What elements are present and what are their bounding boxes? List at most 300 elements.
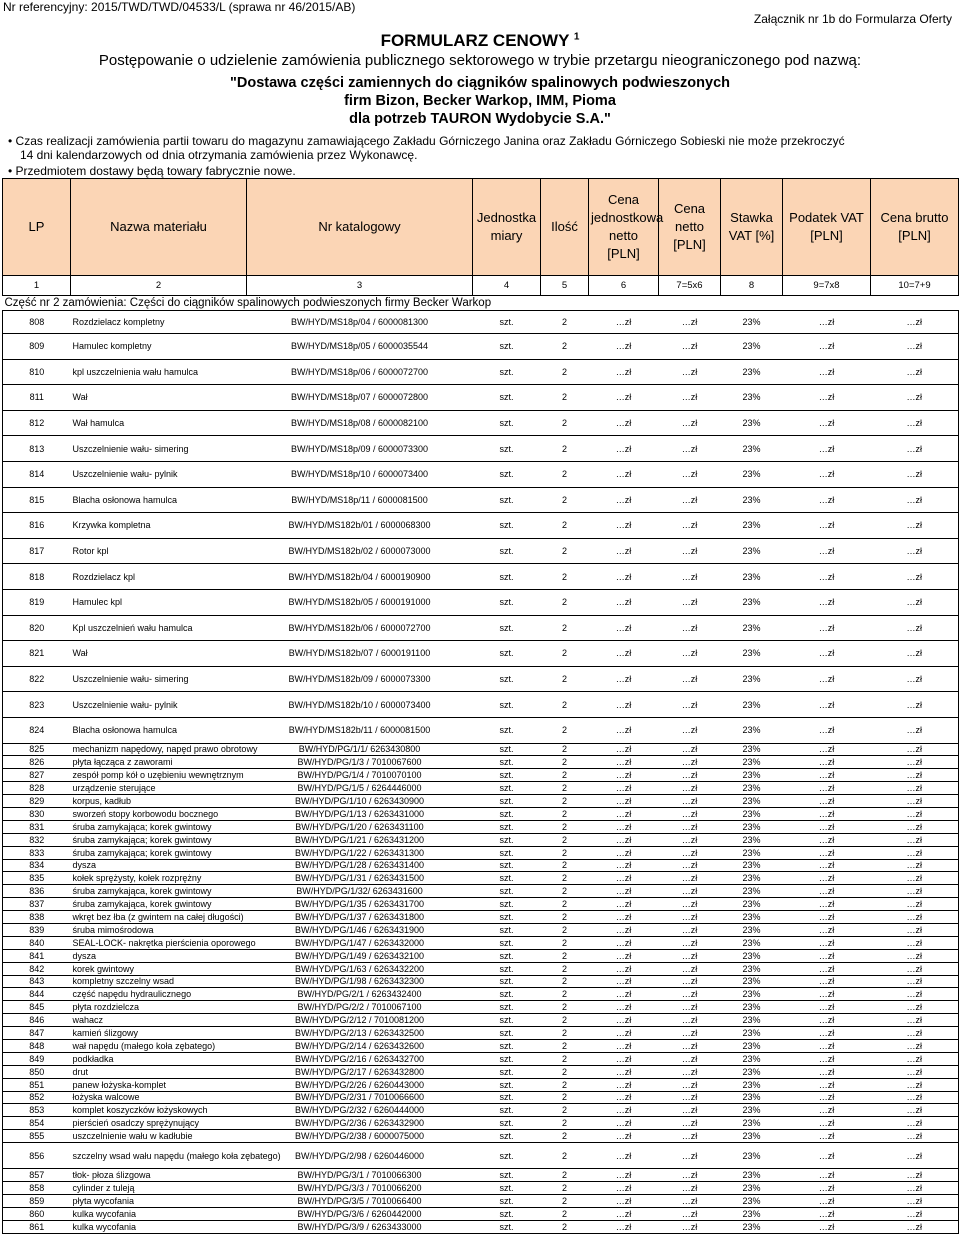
cell-vat-rate: 23%	[721, 1027, 783, 1040]
cell-unit: szt.	[473, 949, 541, 962]
cell-net-price: …zł	[659, 615, 721, 641]
cell-vat-rate: 23%	[721, 1220, 783, 1233]
cell-unit-price: …zł	[589, 846, 659, 859]
cell-net-price: …zł	[659, 1169, 721, 1182]
cell-lp: 850	[3, 1065, 71, 1078]
cell-unit-price: …zł	[589, 936, 659, 949]
cell-gross-price: …zł	[871, 975, 959, 988]
column-number: 7=5x6	[659, 276, 721, 296]
cell-net-price: …zł	[659, 911, 721, 924]
column-number-row	[3, 276, 959, 296]
cell-vat-rate: 23%	[721, 1194, 783, 1207]
cell-vat-rate: 23%	[721, 833, 783, 846]
cell-vat-rate: 23%	[721, 615, 783, 641]
cell-net-price: …zł	[659, 833, 721, 846]
cell-quantity: 2	[541, 615, 589, 641]
cell-catalog-number: BW/HYD/PG/1/31 / 6263431500	[247, 872, 473, 885]
cell-catalog-number: BW/HYD/PG/2/26 / 6260443000	[247, 1078, 473, 1091]
cell-unit-price: …zł	[589, 589, 659, 615]
cell-gross-price: …zł	[871, 782, 959, 795]
cell-material-name: cylinder z tuleją	[71, 1182, 247, 1195]
cell-lp: 856	[3, 1143, 71, 1169]
column-number: 5	[541, 276, 589, 296]
cell-quantity: 2	[541, 436, 589, 462]
cell-vat-rate: 23%	[721, 334, 783, 360]
cell-material-name: śruba zamykająca; korek gwintowy	[71, 846, 247, 859]
cell-vat-amount: …zł	[783, 949, 871, 962]
cell-net-price: …zł	[659, 1078, 721, 1091]
cell-gross-price: …zł	[871, 1065, 959, 1078]
cell-material-name: drut	[71, 1065, 247, 1078]
column-number: 9=7x8	[783, 276, 871, 296]
cell-net-price: …zł	[659, 359, 721, 385]
cell-vat-rate: 23%	[721, 756, 783, 769]
cell-vat-amount: …zł	[783, 1130, 871, 1143]
cell-vat-amount: …zł	[783, 487, 871, 513]
cell-vat-rate: 23%	[721, 359, 783, 385]
cell-lp: 857	[3, 1169, 71, 1182]
reference-number: Nr referencyjny: 2015/TWD/TWD/04533/L (sprawa nr 46/2015/AB)	[3, 0, 356, 14]
cell-net-price: …zł	[659, 923, 721, 936]
cell-material-name: SEAL-LOCK- nakrętka pierścienia oporowego	[72, 937, 256, 948]
cell-net-price: …zł	[659, 795, 721, 808]
cell-lp: 826	[3, 756, 71, 769]
cell-quantity: 2	[541, 334, 589, 360]
cell-net-price: …zł	[659, 756, 721, 769]
cell-catalog-number: BW/HYD/PG/3/9 / 6263433000	[247, 1220, 473, 1233]
cell-vat-amount: …zł	[783, 756, 871, 769]
cell-unit-price: …zł	[589, 1078, 659, 1091]
cell-material-name: płyta rozdzielcza	[71, 1001, 247, 1014]
cell-gross-price: …zł	[871, 923, 959, 936]
cell-unit-price: …zł	[589, 820, 659, 833]
table-row	[3, 1027, 959, 1040]
cell-catalog-number: BW/HYD/PG/2/14 / 6263432600	[247, 1039, 473, 1052]
cell-catalog-number: BW/HYD/PG/1/1/ 6263430800	[247, 743, 473, 756]
cell-catalog-number: BW/HYD/PG/3/5 / 7010066400	[247, 1194, 473, 1207]
cell-unit: szt.	[473, 615, 541, 641]
cell-vat-rate: 23%	[721, 1207, 783, 1220]
cell-unit: szt.	[473, 1220, 541, 1233]
cell-vat-rate: 23%	[721, 988, 783, 1001]
cell-unit: szt.	[473, 487, 541, 513]
cell-quantity: 2	[541, 975, 589, 988]
cell-lp: 824	[3, 717, 71, 743]
cell-unit: szt.	[473, 334, 541, 360]
cell-catalog-number: BW/HYD/PG/1/21 / 6263431200	[247, 833, 473, 846]
cell-quantity: 2	[541, 1091, 589, 1104]
cell-material-name: korpus, kadłub	[71, 795, 247, 808]
cell-vat-rate: 23%	[721, 911, 783, 924]
cell-net-price: …zł	[659, 1091, 721, 1104]
cell-catalog-number: BW/HYD/MS182b/07 / 6000191100	[247, 641, 473, 667]
table-row	[3, 795, 959, 808]
cell-vat-amount: …zł	[783, 1039, 871, 1052]
cell-unit: szt.	[473, 1104, 541, 1117]
cell-vat-amount: …zł	[783, 743, 871, 756]
table-row	[3, 538, 959, 564]
cell-unit: szt.	[473, 692, 541, 718]
cell-catalog-number: BW/HYD/MS18p/08 / 6000082100	[247, 410, 473, 436]
cell-quantity: 2	[541, 410, 589, 436]
cell-catalog-number: BW/HYD/MS18p/11 / 6000081500	[247, 487, 473, 513]
cell-lp: 809	[3, 334, 71, 360]
cell-quantity: 2	[541, 962, 589, 975]
cell-gross-price: …zł	[871, 1001, 959, 1014]
cell-unit-price: …zł	[589, 359, 659, 385]
cell-net-price: …zł	[659, 641, 721, 667]
cell-net-price: …zł	[659, 1207, 721, 1220]
cell-quantity: 2	[541, 756, 589, 769]
cell-vat-amount: …zł	[783, 820, 871, 833]
cell-quantity: 2	[541, 1014, 589, 1027]
cell-unit: szt.	[473, 975, 541, 988]
cell-lp: 848	[3, 1039, 71, 1052]
cell-catalog-number: BW/HYD/PG/2/1 / 6263432400	[247, 988, 473, 1001]
cell-unit-price: …zł	[589, 962, 659, 975]
cell-unit: szt.	[473, 666, 541, 692]
cell-material-name: Blacha osłonowa hamulca	[71, 717, 247, 743]
cell-unit: szt.	[473, 795, 541, 808]
cell-unit-price: …zł	[589, 1169, 659, 1182]
cell-unit-price: …zł	[589, 717, 659, 743]
cell-lp: 811	[3, 385, 71, 411]
cell-unit: szt.	[473, 743, 541, 756]
cell-material-name: kulka wycofania	[71, 1220, 247, 1233]
part-row	[3, 296, 959, 311]
table-row	[3, 717, 959, 743]
cell-vat-amount: …zł	[783, 859, 871, 872]
cell-material-name: Hamulec kompletny	[71, 334, 247, 360]
table-row	[3, 923, 959, 936]
cell-vat-amount: …zł	[783, 334, 871, 360]
cell-vat-amount: …zł	[783, 436, 871, 462]
cell-vat-rate: 23%	[721, 410, 783, 436]
table-row	[3, 846, 959, 859]
table-row	[3, 564, 959, 590]
table-row	[3, 589, 959, 615]
cell-unit: szt.	[473, 807, 541, 820]
cell-unit-price: …zł	[589, 538, 659, 564]
cell-vat-rate: 23%	[721, 923, 783, 936]
cell-vat-amount: …zł	[783, 795, 871, 808]
cell-vat-amount: …zł	[783, 1169, 871, 1182]
price-table-header	[2, 178, 959, 276]
cell-catalog-number: BW/HYD/PG/1/22 / 6263431300	[247, 846, 473, 859]
table-row	[3, 334, 959, 360]
cell-net-price: …zł	[659, 666, 721, 692]
cell-unit-price: …zł	[589, 885, 659, 898]
table-row	[3, 756, 959, 769]
cell-vat-rate: 23%	[721, 1001, 783, 1014]
cell-net-price: …zł	[659, 988, 721, 1001]
cell-material-name: Kpl uszczelnień wału hamulca	[71, 615, 247, 641]
cell-catalog-number: BW/HYD/PG/3/1 / 7010066300	[247, 1169, 473, 1182]
cell-lp: 859	[3, 1194, 71, 1207]
cell-net-price: …zł	[659, 1052, 721, 1065]
cell-net-price: …zł	[659, 769, 721, 782]
cell-net-price: …zł	[659, 859, 721, 872]
cell-catalog-number: BW/HYD/PG/2/31 / 7010066600	[247, 1091, 473, 1104]
cell-material-name: zespół pomp kół o uzębieniu wewnętrznym	[71, 769, 247, 782]
cell-quantity: 2	[541, 1207, 589, 1220]
column-number: 1	[3, 276, 71, 296]
cell-quantity: 2	[541, 359, 589, 385]
cell-gross-price: …zł	[871, 885, 959, 898]
table-row	[3, 885, 959, 898]
cell-gross-price: …zł	[871, 1014, 959, 1027]
cell-material-name: pierścień osadczy sprężynujący	[71, 1117, 247, 1130]
cell-quantity: 2	[541, 666, 589, 692]
cell-vat-rate: 23%	[721, 807, 783, 820]
cell-net-price: …zł	[659, 885, 721, 898]
cell-catalog-number: BW/HYD/PG/1/28 / 6263431400	[247, 859, 473, 872]
table-row	[3, 311, 959, 334]
table-row	[3, 1143, 959, 1169]
contract-name-line-2: firm Bizon, Becker Warkop, IMM, Pioma	[344, 93, 616, 109]
table-row	[3, 1117, 959, 1130]
cell-lp: 855	[3, 1130, 71, 1143]
table-row	[3, 1104, 959, 1117]
cell-vat-rate: 23%	[721, 846, 783, 859]
cell-lp: 844	[3, 988, 71, 1001]
table-row	[3, 1039, 959, 1052]
cell-gross-price: …zł	[871, 1027, 959, 1040]
table-row	[3, 1130, 959, 1143]
column-number: 10=7+9	[871, 276, 959, 296]
cell-gross-price: …zł	[871, 666, 959, 692]
cell-vat-amount: …zł	[783, 692, 871, 718]
cell-unit: szt.	[473, 538, 541, 564]
cell-quantity: 2	[541, 1117, 589, 1130]
header-unit: Jednostka miary	[473, 179, 541, 276]
cell-catalog-number: BW/HYD/MS182b/02 / 6000073000	[247, 538, 473, 564]
cell-vat-rate: 23%	[721, 885, 783, 898]
cell-material-name: mechanizm napędowy, napęd prawo obrotowy	[72, 744, 258, 755]
cell-lp: 816	[3, 513, 71, 539]
cell-vat-rate: 23%	[721, 795, 783, 808]
cell-unit-price: …zł	[589, 949, 659, 962]
cell-net-price: …zł	[659, 513, 721, 539]
cell-catalog-number: BW/HYD/PG/3/6 / 6260442000	[247, 1207, 473, 1220]
cell-unit: szt.	[473, 872, 541, 885]
cell-quantity: 2	[541, 564, 589, 590]
cell-material-name: wkręt bez łba (z gwintem na całej długości)	[71, 911, 247, 924]
table-row	[3, 1182, 959, 1195]
cell-material-name: dysza	[71, 859, 247, 872]
table-row	[3, 911, 959, 924]
cell-lp: 847	[3, 1027, 71, 1040]
cell-gross-price: …zł	[871, 311, 959, 334]
cell-material-name: śruba zamykająca; korek gwintowy	[71, 833, 247, 846]
cell-quantity: 2	[541, 1052, 589, 1065]
cell-unit: szt.	[473, 1207, 541, 1220]
column-number: 3	[247, 276, 473, 296]
cell-lp: 835	[3, 872, 71, 885]
table-row	[3, 859, 959, 872]
cell-vat-amount: …zł	[783, 666, 871, 692]
cell-gross-price: …zł	[871, 513, 959, 539]
cell-unit-price: …zł	[589, 833, 659, 846]
cell-gross-price: …zł	[871, 538, 959, 564]
cell-gross-price: …zł	[871, 743, 959, 756]
cell-unit-price: …zł	[589, 641, 659, 667]
cell-vat-amount: …zł	[783, 936, 871, 949]
cell-material-name: tłok- płoza ślizgowa	[71, 1169, 247, 1182]
cell-catalog-number: BW/HYD/PG/2/38 / 6000075000	[247, 1130, 473, 1143]
cell-net-price: …zł	[659, 782, 721, 795]
cell-quantity: 2	[541, 833, 589, 846]
cell-quantity: 2	[541, 949, 589, 962]
cell-quantity: 2	[541, 692, 589, 718]
cell-gross-price: …zł	[871, 949, 959, 962]
cell-lp: 828	[3, 782, 71, 795]
cell-quantity: 2	[541, 1169, 589, 1182]
cell-material-name: kpl uszczelnienia wału hamulca	[71, 359, 247, 385]
cell-quantity: 2	[541, 1143, 589, 1169]
cell-unit-price: …zł	[589, 461, 659, 487]
cell-vat-rate: 23%	[721, 692, 783, 718]
cell-unit: szt.	[473, 782, 541, 795]
cell-vat-rate: 23%	[721, 436, 783, 462]
cell-material-name: śruba zamykająca, korek gwintowy	[71, 898, 247, 911]
cell-lp: 839	[3, 923, 71, 936]
cell-quantity: 2	[541, 885, 589, 898]
table-row	[3, 1078, 959, 1091]
cell-vat-amount: …zł	[783, 975, 871, 988]
table-row	[3, 436, 959, 462]
cell-gross-price: …zł	[871, 1091, 959, 1104]
cell-material-name: podkładka	[71, 1052, 247, 1065]
cell-vat-amount: …zł	[783, 1052, 871, 1065]
cell-catalog-number: BW/HYD/PG/2/16 / 6263432700	[247, 1052, 473, 1065]
cell-unit: szt.	[473, 1027, 541, 1040]
cell-catalog-number: BW/HYD/MS18p/07 / 6000072800	[247, 385, 473, 411]
cell-lp: 851	[3, 1078, 71, 1091]
cell-vat-amount: …zł	[783, 1104, 871, 1117]
cell-vat-rate: 23%	[721, 743, 783, 756]
attachment-label: Załącznik nr 1b do Formularza Oferty	[753, 12, 952, 26]
table-row	[3, 820, 959, 833]
cell-gross-price: …zł	[871, 1117, 959, 1130]
cell-quantity: 2	[541, 1194, 589, 1207]
cell-quantity: 2	[541, 1220, 589, 1233]
cell-lp: 831	[3, 820, 71, 833]
cell-unit-price: …zł	[589, 975, 659, 988]
cell-quantity: 2	[541, 807, 589, 820]
table-row	[3, 1014, 959, 1027]
cell-vat-amount: …zł	[783, 385, 871, 411]
cell-material-name: Uszczelnienie wału- simering	[71, 436, 247, 462]
cell-vat-rate: 23%	[721, 1052, 783, 1065]
cell-catalog-number: BW/HYD/PG/1/46 / 6263431900	[247, 923, 473, 936]
cell-vat-rate: 23%	[721, 385, 783, 411]
header-catalog-number: Nr katalogowy	[247, 179, 473, 276]
cell-quantity: 2	[541, 1039, 589, 1052]
cell-unit-price: …zł	[589, 988, 659, 1001]
cell-material-name: kamień ślizgowy	[71, 1027, 247, 1040]
cell-vat-amount: …zł	[783, 911, 871, 924]
cell-vat-amount: …zł	[783, 1001, 871, 1014]
cell-quantity: 2	[541, 487, 589, 513]
cell-material-name: Wał	[71, 641, 247, 667]
cell-net-price: …zł	[659, 846, 721, 859]
cell-unit: szt.	[473, 911, 541, 924]
cell-vat-rate: 23%	[721, 859, 783, 872]
cell-net-price: …zł	[659, 936, 721, 949]
cell-lp: 808	[3, 311, 71, 334]
cell-gross-price: …zł	[871, 461, 959, 487]
cell-catalog-number: BW/HYD/PG/2/13 / 6263432500	[247, 1027, 473, 1040]
cell-vat-amount: …zł	[783, 1065, 871, 1078]
cell-net-price: …zł	[659, 1065, 721, 1078]
cell-unit: szt.	[473, 410, 541, 436]
cell-unit-price: …zł	[589, 1194, 659, 1207]
cell-gross-price: …zł	[871, 872, 959, 885]
cell-unit: szt.	[473, 436, 541, 462]
cell-catalog-number: BW/HYD/MS182b/01 / 6000068300	[247, 513, 473, 539]
cell-vat-rate: 23%	[721, 589, 783, 615]
cell-quantity: 2	[541, 936, 589, 949]
cell-gross-price: …zł	[871, 807, 959, 820]
cell-catalog-number: BW/HYD/MS182b/11 / 6000081500	[247, 717, 473, 743]
table-row	[3, 1052, 959, 1065]
cell-catalog-number: BW/HYD/PG/1/37 / 6263431800	[247, 911, 473, 924]
cell-gross-price: …zł	[871, 1052, 959, 1065]
cell-vat-rate: 23%	[721, 717, 783, 743]
cell-net-price: …zł	[659, 564, 721, 590]
cell-vat-amount: …zł	[783, 410, 871, 436]
cell-vat-amount: …zł	[783, 898, 871, 911]
header-unit-price: Cena jednostkowa netto [PLN]	[589, 179, 659, 276]
cell-vat-rate: 23%	[721, 487, 783, 513]
cell-lp: 827	[3, 769, 71, 782]
cell-net-price: …zł	[659, 820, 721, 833]
table-row	[3, 769, 959, 782]
cell-material-name: urządzenie sterujące	[71, 782, 247, 795]
cell-material-name: Krzywka kompletna	[71, 513, 247, 539]
cell-gross-price: …zł	[871, 1078, 959, 1091]
cell-quantity: 2	[541, 859, 589, 872]
cell-quantity: 2	[541, 1104, 589, 1117]
cell-gross-price: …zł	[871, 410, 959, 436]
cell-unit: szt.	[473, 1014, 541, 1027]
table-row	[3, 1220, 959, 1233]
column-number: 6	[589, 276, 659, 296]
cell-vat-rate: 23%	[721, 872, 783, 885]
cell-quantity: 2	[541, 1065, 589, 1078]
cell-unit: szt.	[473, 820, 541, 833]
cell-gross-price: …zł	[871, 1143, 959, 1169]
note-delivery-time: • Czas realizacji zamówienia partii towaru do magazynu zamawiającego Zakładu Górniczego Janina oraz Zakładu Górniczego Sobieski nie może przekroczyć	[8, 134, 845, 148]
cell-gross-price: …zł	[871, 487, 959, 513]
cell-lp: 832	[3, 833, 71, 846]
cell-vat-rate: 23%	[721, 782, 783, 795]
cell-catalog-number: BW/HYD/MS18p/10 / 6000073400	[247, 461, 473, 487]
cell-quantity: 2	[541, 923, 589, 936]
cell-net-price: …zł	[659, 743, 721, 756]
cell-vat-amount: …zł	[783, 846, 871, 859]
cell-material-name: wahacz	[71, 1014, 247, 1027]
cell-material-name: Blacha osłonowa hamulca	[71, 487, 247, 513]
column-number: 4	[473, 276, 541, 296]
cell-catalog-number: BW/HYD/MS182b/09 / 6000073300	[247, 666, 473, 692]
cell-gross-price: …zł	[871, 1220, 959, 1233]
cell-net-price: …zł	[659, 1182, 721, 1195]
cell-gross-price: …zł	[871, 756, 959, 769]
cell-unit-price: …zł	[589, 692, 659, 718]
cell-net-price: …zł	[659, 1117, 721, 1130]
